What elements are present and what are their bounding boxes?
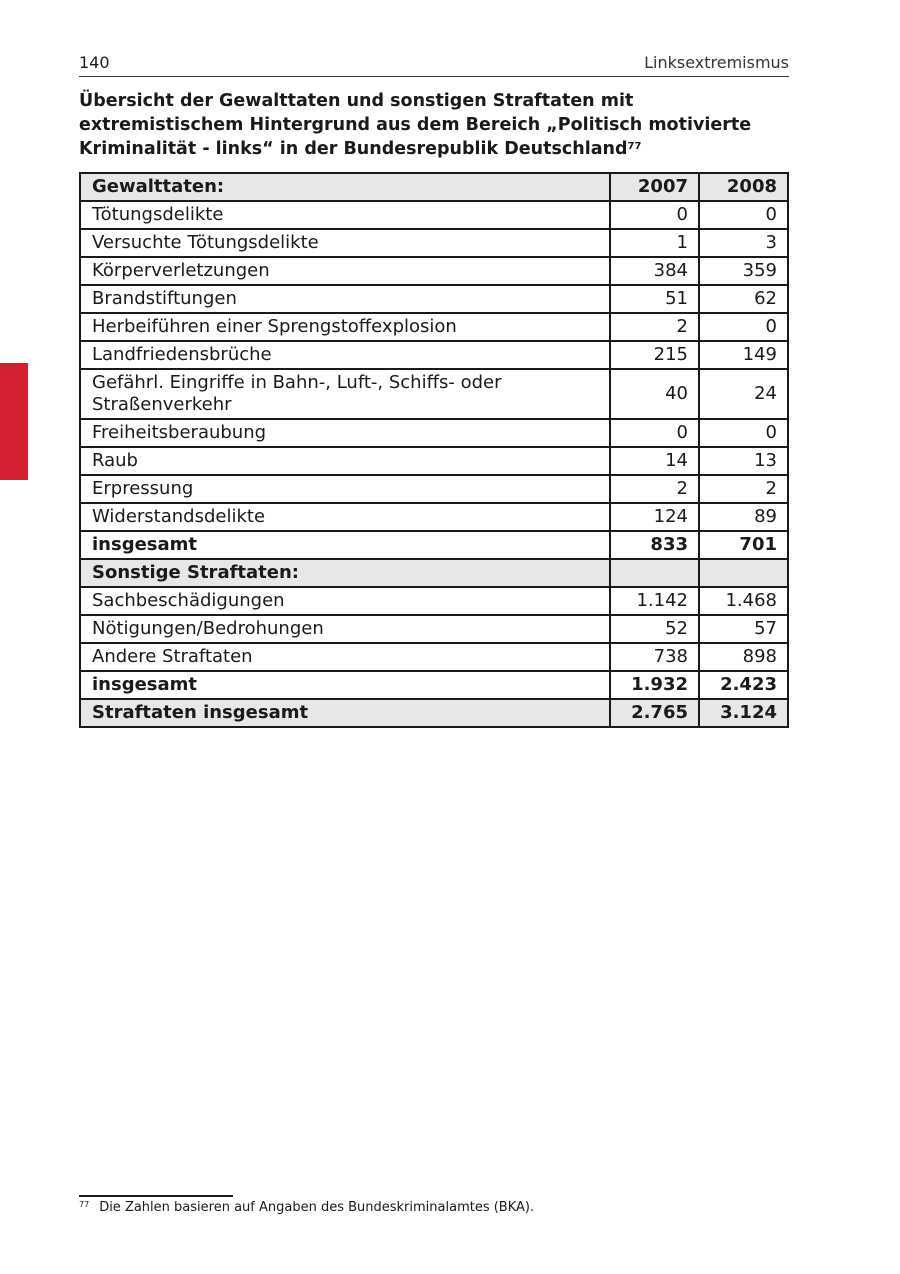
row-label: Gefährl. Eingriffe in Bahn-, Luft-, Schiffs- oder Straßenverkehr [80, 369, 610, 419]
table-row [80, 475, 788, 503]
value-2007: 1.142 [610, 587, 699, 615]
row-label: Landfriedensbrüche [80, 341, 610, 369]
row-label: Straftaten insgesamt [80, 699, 610, 727]
table-row [80, 313, 788, 341]
table-title [79, 89, 789, 161]
table-row [80, 369, 788, 419]
header-year-2008: 2008 [699, 173, 788, 201]
footnote-number: 77 [79, 1200, 90, 1209]
row-label: Versuchte Tötungsdelikte [80, 229, 610, 257]
subtotal-row [80, 671, 788, 699]
table-header-row [80, 173, 788, 201]
value-2007: 0 [610, 201, 699, 229]
row-label: Andere Straftaten [80, 643, 610, 671]
value-2008: 149 [699, 341, 788, 369]
row-label: Brandstiftungen [80, 285, 610, 313]
value-2007: 2 [610, 475, 699, 503]
value-2008: 89 [699, 503, 788, 531]
value-2007: 52 [610, 615, 699, 643]
value-2007: 833 [610, 531, 699, 559]
row-label: Körperverletzungen [80, 257, 610, 285]
value-2007 [610, 559, 699, 587]
subtotal-row [80, 531, 788, 559]
row-label: Erpressung [80, 475, 610, 503]
value-2007: 14 [610, 447, 699, 475]
value-2008: 701 [699, 531, 788, 559]
table-row [80, 587, 788, 615]
table-row [80, 447, 788, 475]
row-label: insgesamt [80, 671, 610, 699]
value-2007: 124 [610, 503, 699, 531]
header-category: Gewalttaten: [80, 173, 610, 201]
table-row [80, 285, 788, 313]
value-2008: 0 [699, 313, 788, 341]
running-header [79, 52, 789, 77]
row-label: Sonstige Straftaten: [80, 559, 610, 587]
row-label: Herbeiführen einer Sprengstoffexplosion [80, 313, 610, 341]
footnote-ref: 77 [627, 141, 642, 152]
value-2008: 3 [699, 229, 788, 257]
value-2008: 2.423 [699, 671, 788, 699]
value-2007: 2.765 [610, 699, 699, 727]
chapter-marker-tab [0, 363, 28, 480]
table-row [80, 201, 788, 229]
table-row [80, 229, 788, 257]
value-2008: 57 [699, 615, 788, 643]
value-2008: 0 [699, 419, 788, 447]
value-2007: 1.932 [610, 671, 699, 699]
section-header-row [80, 559, 788, 587]
row-label: Freiheitsberaubung [80, 419, 610, 447]
section-title: Linksextremismus [644, 53, 789, 72]
row-label: Raub [80, 447, 610, 475]
value-2008: 359 [699, 257, 788, 285]
value-2007: 1 [610, 229, 699, 257]
value-2008: 13 [699, 447, 788, 475]
row-label: insgesamt [80, 531, 610, 559]
value-2008: 1.468 [699, 587, 788, 615]
row-label: Widerstandsdelikte [80, 503, 610, 531]
value-2008: 0 [699, 201, 788, 229]
value-2008: 24 [699, 369, 788, 419]
footnote [79, 1200, 534, 1215]
table-row [80, 257, 788, 285]
table-row [80, 419, 788, 447]
row-label: Nötigungen/Bedrohungen [80, 615, 610, 643]
table-title-text: Übersicht der Gewalttaten und sonstigen Straftaten mit extremistischem Hintergrund aus dem Bereich „Politisch motivierte Kriminalität - links“ in der Bundesrepublik Deutschland [79, 91, 752, 159]
footnote-text: Die Zahlen basieren auf Angaben des Bundeskriminalamtes (BKA). [99, 1200, 535, 1215]
table-row [80, 643, 788, 671]
value-2007: 738 [610, 643, 699, 671]
value-2007: 40 [610, 369, 699, 419]
value-2008: 3.124 [699, 699, 788, 727]
value-2007: 215 [610, 341, 699, 369]
table-row [80, 615, 788, 643]
header-year-2007: 2007 [610, 173, 699, 201]
value-2008: 2 [699, 475, 788, 503]
table-row [80, 503, 788, 531]
value-2008: 898 [699, 643, 788, 671]
row-label: Sachbeschädigungen [80, 587, 610, 615]
grand-total-row [80, 699, 788, 727]
crime-statistics-table [79, 172, 789, 728]
value-2007: 0 [610, 419, 699, 447]
value-2007: 2 [610, 313, 699, 341]
value-2007: 384 [610, 257, 699, 285]
value-2008: 62 [699, 285, 788, 313]
value-2008 [699, 559, 788, 587]
footnote-divider [79, 1195, 233, 1197]
value-2007: 51 [610, 285, 699, 313]
table-row [80, 341, 788, 369]
row-label: Tötungsdelikte [80, 201, 610, 229]
page-number: 140 [79, 53, 110, 72]
